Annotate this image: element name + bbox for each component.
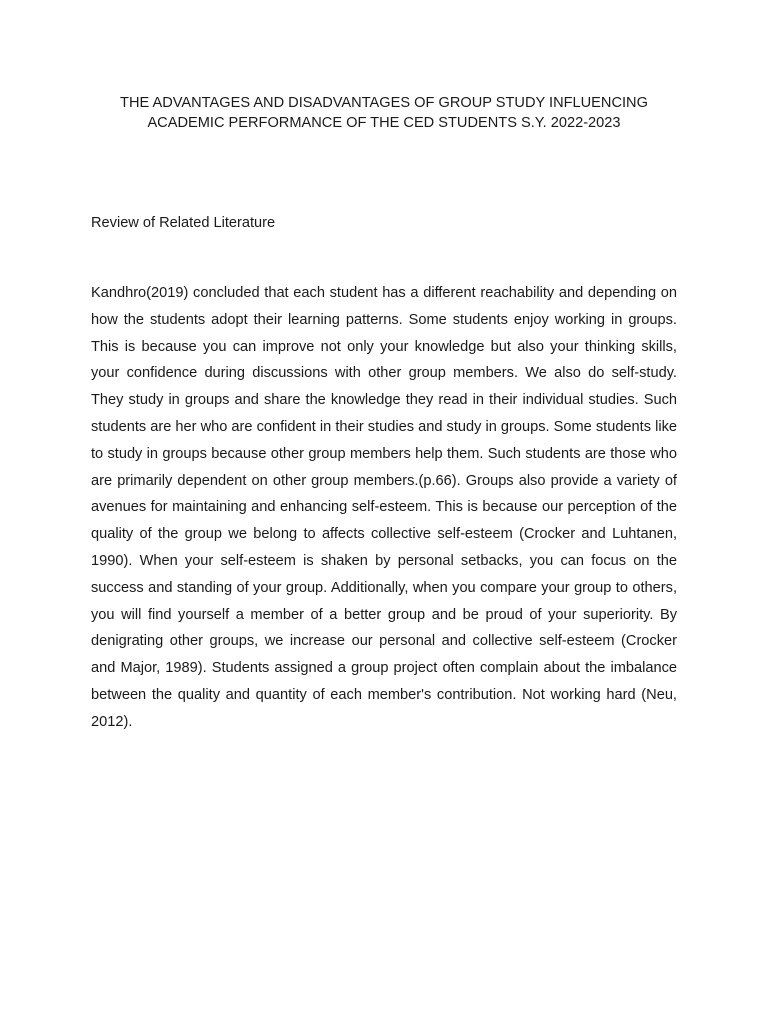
document-title — [60, 93, 708, 133]
body-paragraph: Kandhro(2019) concluded that each student has a different reachability and depending on how the students adopt their learning patterns. Some students enjoy working in groups. This is because you can improve not only your knowledge but also your thinking skills, your confidence during discussions with other group members. We also do self-study. They study in groups and share the knowledge they read in their individual studies. Such students are her who are confident in their studies and study in groups. Some students like to study in groups because other group members help them. Such students are those who are primarily dependent on other group members.(p.66). Groups also provide a variety of avenues for maintaining and enhancing self-esteem. This is because our perception of the quality of the group we belong to affects collective self-esteem (Crocker and Luhtanen, 1990). When your self-esteem is shaken by personal setbacks, you can focus on the success and standing of your group. Additionally, when you compare your group to others, you will find yourself a member of a better group and be proud of your superiority. By denigrating other groups, we increase our personal and collective self-esteem (Crocker and Major, 1989). Students assigned a group project often complain about the imbalance between the quality and quantity of each member's contribution. Not working hard (Neu, 2012). — [91, 285, 677, 730]
title-line-1: THE ADVANTAGES AND DISADVANTAGES OF GROUP STUDY INFLUENCING — [120, 95, 648, 111]
title-line-2: ACADEMIC PERFORMANCE OF THE CED STUDENTS S.Y. 2022-2023 — [147, 115, 621, 131]
section-heading: Review of Related Literature — [91, 215, 276, 231]
